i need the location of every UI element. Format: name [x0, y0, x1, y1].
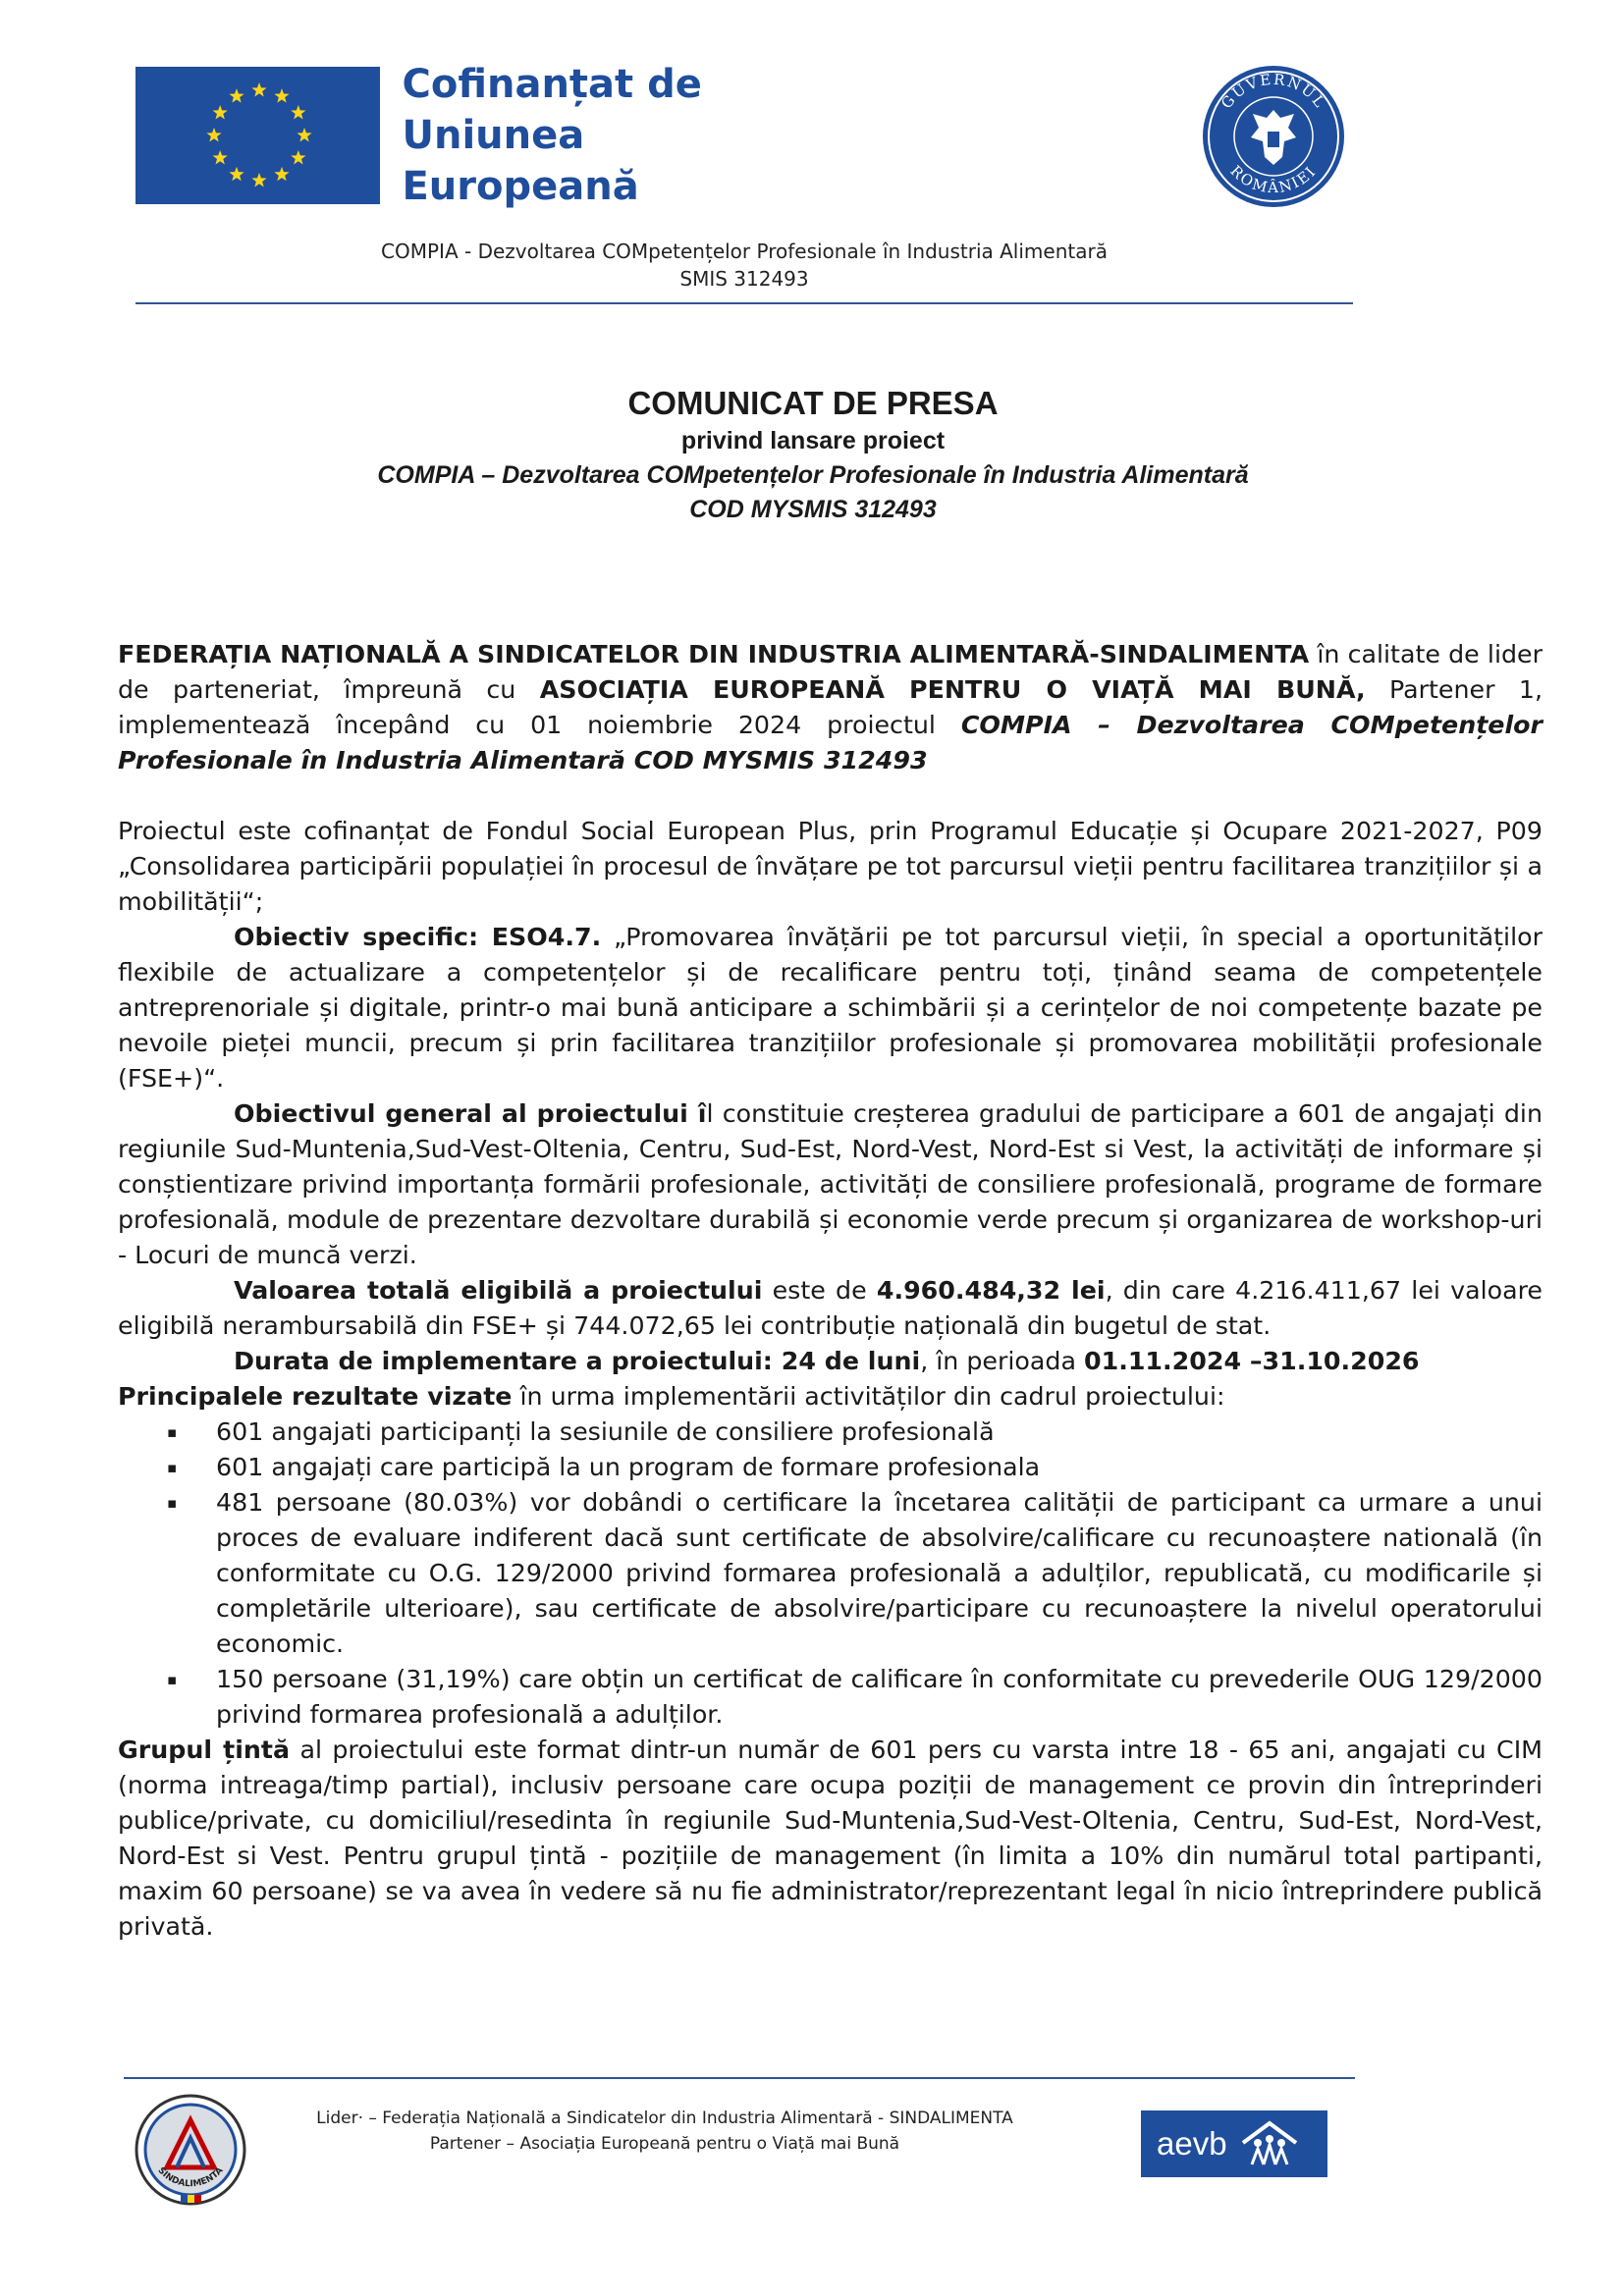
aevb-logo — [1141, 2110, 1327, 2177]
header-project-line: COMPIA - Dezvoltarea COMpetențelor Profesionale în Industria Alimentară — [381, 240, 1108, 263]
page-subtitle: privind lansare proiect — [680, 427, 946, 454]
list-item-text: 601 angajati participanți la sesiunile de consiliere profesională — [216, 1417, 995, 1446]
bullet-icon: ▪ — [167, 1459, 178, 1476]
title-block — [118, 383, 1508, 527]
target-group-text: al proiectului este format dintr-un număr de 601 pers cu varsta intre 18 - 65 ani, angajati cu CIM (norma intreaga/timp partial), inclusiv persoane care ocupa poziții de management ce provin din întreprinderi publice/private, cu domiciliul/resedinta în regiunile Sud-Muntenia,Sud-Vest-Oltenia, Centru, Sud-Est, Nord-Vest, Nord-Est si Vest. Pentru grupul țintă - pozițiile de management (în limita a 10% din numărul total partipanti, maxim 60 persoane) se va avea în vedere să nu fie administrator/reprezentant legal în nicio întreprindere publică privată. — [118, 1735, 1543, 1941]
seal-bottom-text: ROMÂNIEI — [1226, 161, 1321, 197]
intro-project-name: COMPIA – Dezvoltarea COMpetențelor Profesionale în Industria Alimentară COD MYSMIS 312493 — [118, 711, 1543, 774]
duration-period: 01.11.2024 –31.10.2026 — [1084, 1347, 1420, 1375]
target-group-label: Grupul țintă — [118, 1735, 291, 1764]
eu-star-icon — [291, 105, 305, 119]
intro-text-2: Partener 1, implementează începând cu 01 noiembrie 2024 proiectul — [118, 675, 1543, 739]
eu-star-icon — [251, 173, 266, 187]
footer-partners — [247, 2106, 1082, 2157]
intro-paragraph — [118, 637, 1543, 778]
press-release-body — [118, 637, 1543, 1945]
eu-star-icon — [251, 82, 266, 96]
list-item-text: 601 angajați care participă la un program de formare profesionala — [216, 1453, 1041, 1481]
results-list — [118, 1415, 1543, 1733]
bullet-icon: ▪ — [167, 1671, 178, 1688]
sindalimenta-logo-icon — [134, 2093, 247, 2207]
eu-star-icon — [206, 128, 221, 141]
duration-label: Durata de implementare a proiectului: 24 de luni — [234, 1347, 921, 1375]
bullet-icon: ▪ — [167, 1423, 178, 1441]
funding-paragraph: Proiectul este cofinanțat de Fondul Social European Plus, prin Programul Educație și Ocupare 2021-2027, P09 „Consolidarea participării populației în procesul de învățare pe tot parcursul vieții pentru facilitarea tranzițiilor și a mobilității“; — [118, 817, 1543, 916]
partner-name: ASOCIAȚIA EUROPEANĂ PENTRU O VIAȚĂ MAI BUNĂ, — [539, 675, 1366, 704]
eu-star-icon — [297, 128, 311, 141]
footer-leader-line: Lider· – Federația Națională a Sindicatelor din Industria Alimentară - SINDALIMENTA — [316, 2109, 1013, 2128]
list-item — [118, 1415, 1543, 1450]
results-label: Principalele rezultate vizate — [118, 1382, 513, 1411]
eu-star-icon — [274, 88, 289, 102]
footer-partner-line: Partener – Asociația Europeană pentru o Viață mai Bună — [429, 2134, 900, 2154]
specific-objective-text: „Promovarea învățării pe tot parcursul vieții, în special a oportunităților flexibile de actualizare a competențelor și de recalificare pentru toți, ținând seama de competențele antreprenoriale și digitale, printr-o mai bună anticipare a schimbării și a cerințelor de noi competențe bazate pe nevoile pieței muncii, precum și prin facilitarea tranzițiilor profesionale și promovarea mobilității profesionale (FSE+)“. — [118, 923, 1543, 1093]
header-smis-line: SMIS 312493 — [679, 267, 809, 291]
eu-star-icon — [229, 88, 244, 102]
general-objective-text: l constituie creșterea gradului de participare a 601 de angajați din regiunile Sud-Muntenia,Sud-Vest-Oltenia, Centru, Sud-Est, Nord-Vest, Nord-Est si Vest, la activități de informare și conștientizare privind importanța formării profesionale, activități de consiliere profesională, programe de formare profesională, module de prezentare dezvoltare durabilă și economie verde precum și organizarea de workshop-uri - Locuri de muncă verzi. — [118, 1099, 1543, 1269]
eu-star-icon — [229, 167, 244, 181]
list-item — [118, 1450, 1543, 1485]
sind-logo-text: SINDALIMENTA — [155, 2165, 226, 2190]
list-item — [118, 1662, 1543, 1733]
results-text: în urma implementării activităților din cadrul proiectului: — [512, 1382, 1225, 1411]
eu-cofunding-logo — [135, 62, 831, 209]
eu-star-icon — [213, 150, 228, 164]
project-code: COD MYSMIS 312493 — [689, 496, 937, 523]
specific-objective-label: Obiectiv specific: ESO4.7. — [234, 923, 602, 951]
duration-paragraph — [118, 1344, 1543, 1379]
people-house-icon — [1237, 2119, 1302, 2168]
general-objective-paragraph — [118, 1096, 1543, 1273]
value-text-1: este de — [762, 1276, 877, 1305]
list-item — [118, 1485, 1543, 1662]
lead-partner-name: FEDERAȚIA NAȚIONALĂ A SINDICATELOR DIN INDUSTRIA ALIMENTARĂ-SINDALIMENTA — [118, 640, 1310, 668]
page-title: COMUNICAT DE PRESA — [627, 385, 999, 421]
eu-logo-line2: Uniunea Europeană — [402, 113, 639, 209]
header-project-caption — [135, 238, 1353, 293]
romanian-government-seal-icon — [1200, 63, 1347, 210]
eu-star-icon — [274, 167, 289, 181]
target-group-paragraph — [118, 1733, 1543, 1945]
project-name: COMPIA – Dezvoltarea COMpetențelor Profesionale în Industria Alimentară — [377, 461, 1249, 489]
value-paragraph — [118, 1273, 1543, 1344]
list-item-text: 481 persoane (80.03%) vor dobândi o certificare la încetarea calității de participant ca urmare a unui proces de evaluare indiferent dacă sunt certificate de absolvire/calificare cu recunoaștere natională (în conformitate cu O.G. 129/2000 privind formarea profesională a adulților, republicată, cu modificarile și completările ulterioare), sau certificate de absolvire/participare cu recunoaștere la nivelul operatorului economic. — [216, 1488, 1543, 1658]
specific-objective-paragraph — [118, 920, 1543, 1096]
list-item-text: 150 persoane (31,19%) care obțin un certificat de calificare în conformitate cu prevederile OUG 129/2000 privind formarea profesională a adulților. — [216, 1665, 1543, 1729]
bullet-icon: ▪ — [167, 1494, 178, 1512]
footer-divider — [124, 2077, 1355, 2079]
seal-top-text: GUVERNUL — [1218, 70, 1329, 113]
eu-star-icon — [291, 150, 305, 164]
results-intro — [118, 1379, 1543, 1415]
duration-text: , în perioada — [920, 1347, 1085, 1375]
eu-logo-line1: Cofinanțat de — [402, 62, 702, 107]
value-text-2: , din care 4.216.411,67 lei valoare eligibilă nerambursabilă din FSE+ și 744.072,65 lei contribuție națională din bugetul de stat. — [118, 1276, 1543, 1340]
eu-star-icon — [213, 105, 228, 119]
value-amount: 4.960.484,32 lei — [876, 1276, 1106, 1305]
eu-flag-icon — [135, 67, 380, 204]
header-divider — [135, 302, 1353, 304]
general-objective-label: Obiectivul general al proiectului î — [234, 1099, 707, 1128]
aevb-logo-text: aevb — [1157, 2125, 1227, 2162]
intro-text-1: în calitate de lider de parteneriat, împreună cu — [118, 640, 1543, 704]
value-label: Valoarea totală eligibilă a proiectului — [234, 1276, 763, 1305]
